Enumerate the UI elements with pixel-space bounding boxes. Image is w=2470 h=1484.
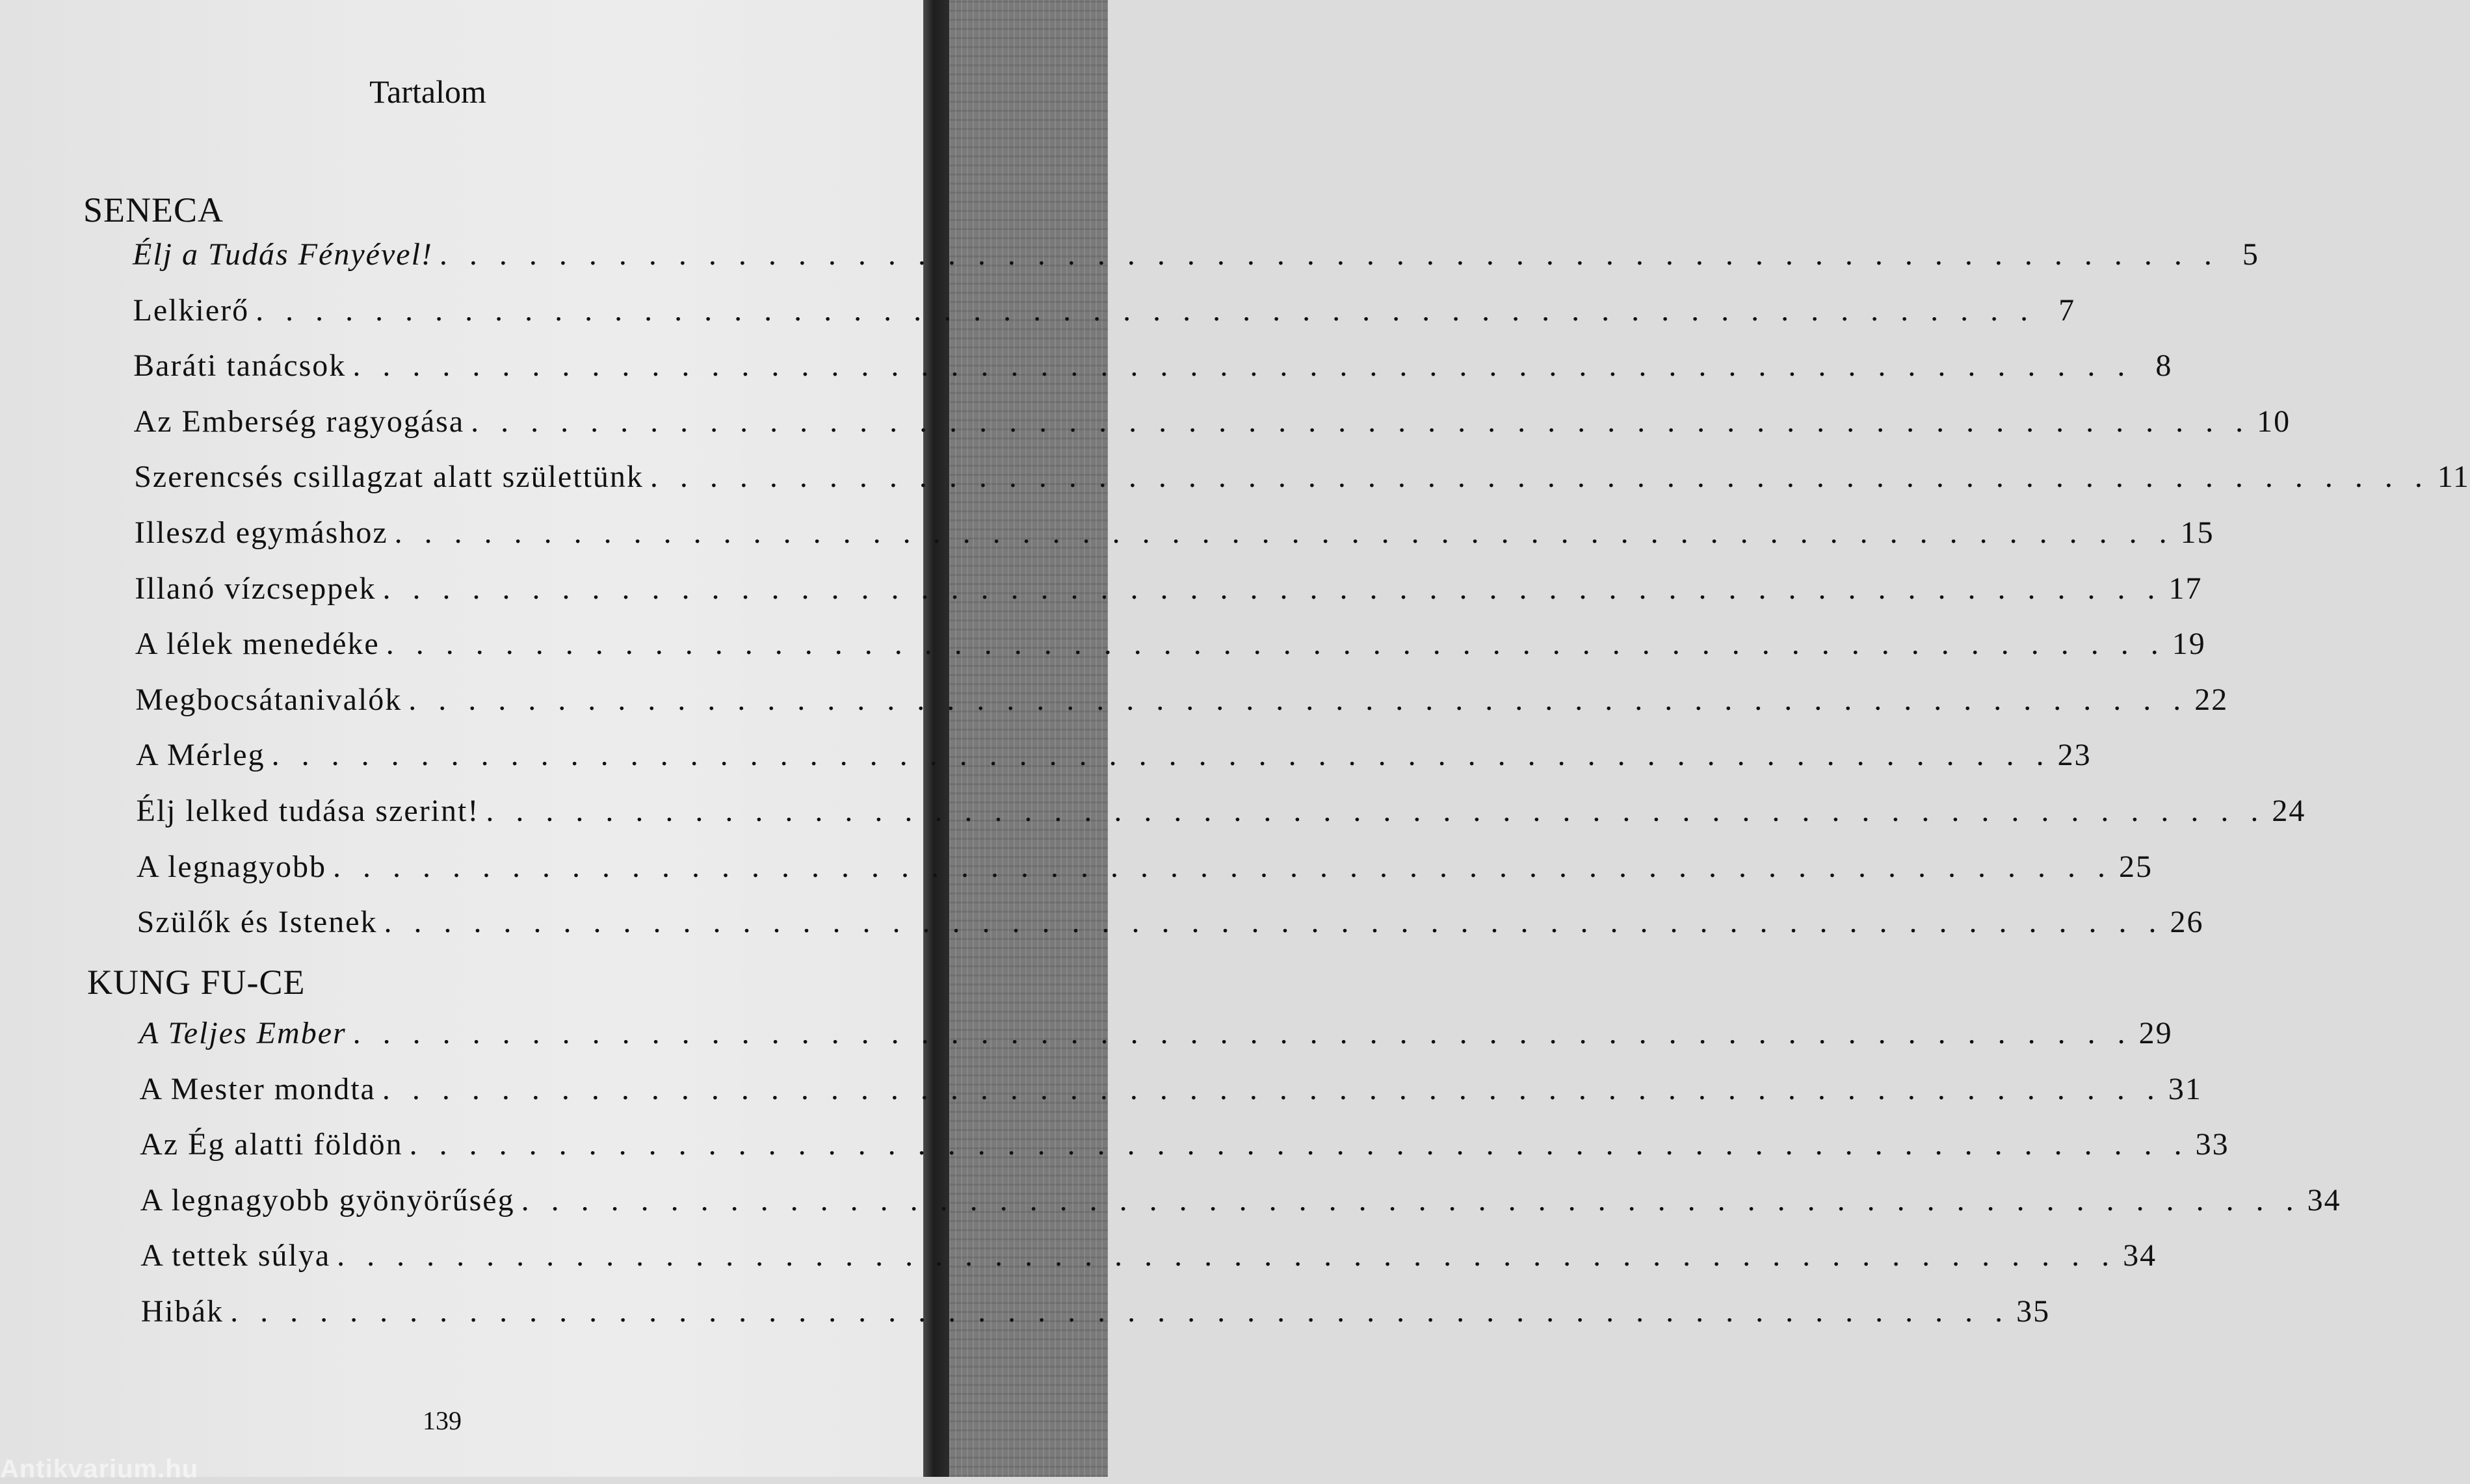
toc-entry-page: 25 <box>2119 849 2153 884</box>
toc-entry-title: Az Ég alatti földön <box>140 1127 403 1162</box>
toc-entry <box>133 237 2259 272</box>
dot-leader: . . . . . . . . . . . . . . . . . . . . . . . . . . . . . . . . . . . . . . . . . . . . . . . . . . . . . . . . . . . . <box>352 1016 2133 1050</box>
toc-entry-title: A legnagyobb gyönyörűség <box>140 1182 515 1217</box>
toc-entry <box>139 1071 2202 1107</box>
toc-entry-title: A tettek súlya <box>140 1238 331 1273</box>
toc-entry-title: A Mérleg <box>135 738 265 773</box>
dot-leader: . . . . . . . . . . . . . . . . . . . . . . . . . . . . . . . . . . . . . . . . . . . . . . . . . . . . . . . . . . . . <box>382 1071 2162 1106</box>
section-heading: SENECA <box>83 190 224 229</box>
toc-entry-page: 29 <box>2138 1016 2173 1050</box>
toc-entry-page: 10 <box>2257 404 2291 439</box>
dot-leader: . . . . . . . . . . . . . . . . . . . . . . . . . . . . . . . . . . . . . . . . . . . . . . . . . . . . . . . . . . . . <box>333 849 2113 884</box>
toc-entry <box>140 1238 2157 1273</box>
dot-leader: . . . . . . . . . . . . . . . . . . . . . . . . . . . . . . . . . . . . . . . . . . . . . . . . . . . . . . . . . . . . <box>256 293 2036 328</box>
toc-entry-title: Illeszd egymáshoz <box>134 515 388 550</box>
toc-entry <box>137 904 2204 940</box>
toc-entry-page: 26 <box>2170 905 2204 940</box>
dot-leader: . . . . . . . . . . . . . . . . . . . . . . . . . . . . . . . . . . . . . . . . . . . . . . . . . . . . . . . . . . . . <box>337 1238 2117 1273</box>
toc-entry <box>136 793 2306 829</box>
toc-entry-page: 22 <box>2194 682 2229 717</box>
dot-leader: . . . . . . . . . . . . . . . . . . . . . . . . . . . . . . . . . . . . . . . . . . . . . . . . . . . . . . . . . . . . <box>394 515 2174 550</box>
dot-leader: . . . . . . . . . . . . . . . . . . . . . . . . . . . . . . . . . . . . . . . . . . . . . . . . . . . . . . . . . . . . <box>650 460 2430 495</box>
section-heading: KUNG FU-CE <box>87 963 306 1002</box>
toc-entry <box>140 1126 2229 1162</box>
toc-entry-page: 17 <box>2168 571 2203 606</box>
toc-entry-title: Szülők és Istenek <box>137 905 378 940</box>
toc-entry <box>135 737 2092 773</box>
dot-leader: . . . . . . . . . . . . . . . . . . . . . . . . . . . . . . . . . . . . . . . . . . . . . . . . . . . . . . . . . . . . <box>471 404 2251 439</box>
toc-entry-title: Szerencsés csillagzat alatt születtünk <box>134 460 644 495</box>
toc-entry-title: Élj lelked tudása szerint! <box>136 794 480 828</box>
toc-entry <box>133 348 2173 384</box>
toc-entry-page: 15 <box>2180 515 2214 550</box>
toc-entry-page: 34 <box>2307 1182 2341 1217</box>
toc-entry-title: Az Emberség ragyogása <box>133 404 465 439</box>
dot-leader: . . . . . . . . . . . . . . . . . . . . . . . . . . . . . . . . . . . . . . . . . . . . . . . . . . . . . . . . . . . . <box>382 571 2162 606</box>
toc-entry-title: A lélek menedéke <box>135 627 380 662</box>
toc-entry-title: A legnagyobb <box>137 849 327 884</box>
toc-entry <box>134 459 2470 495</box>
watermark: Antikvarium.hu <box>0 1455 199 1483</box>
toc-entry-page: 23 <box>2057 738 2092 773</box>
page-number: 139 <box>423 1406 462 1435</box>
toc-entry <box>133 404 2291 439</box>
toc-entry <box>135 626 2206 662</box>
toc-entry-page: 33 <box>2195 1127 2229 1162</box>
toc-entry <box>139 1015 2173 1051</box>
dot-leader: . . . . . . . . . . . . . . . . . . . . . . . . . . . . . . . . . . . . . . . . . . . . . . . . . . . . . . . . . . . . <box>352 348 2133 384</box>
toc-entry-title: Lelkierő <box>133 293 250 328</box>
toc-entry-title: Megbocsátanivalók <box>135 682 402 717</box>
toc-entry-page: 35 <box>2016 1294 2051 1329</box>
dot-leader: . . . . . . . . . . . . . . . . . . . . . . . . . . . . . . . . . . . . . . . . . . . . . . . . . . . . . . . . . . . . <box>271 738 2051 773</box>
toc-entry-page: 34 <box>2123 1238 2157 1273</box>
toc-entry-title: A Teljes Ember <box>139 1016 347 1050</box>
toc-entry <box>140 1294 2051 1329</box>
dot-leader: . . . . . . . . . . . . . . . . . . . . . . . . . . . . . . . . . . . . . . . . . . . . . . . . . . . . . . . . . . . . <box>521 1182 2301 1217</box>
dot-leader: . . . . . . . . . . . . . . . . . . . . . . . . . . . . . . . . . . . . . . . . . . . . . . . . . . . . . . . . . . . . <box>230 1294 2010 1329</box>
toc-entry-page: 8 <box>2155 348 2173 384</box>
toc-entry <box>135 682 2229 718</box>
toc-entry <box>140 1182 2341 1218</box>
toc-entry <box>134 515 2214 551</box>
toc-entry-page: 24 <box>2272 794 2306 828</box>
toc-entry-title: A Mester mondta <box>139 1071 376 1106</box>
toc-entry <box>135 571 2203 606</box>
page-title: Tartalom <box>369 73 486 110</box>
toc-entry-title: Illanó vízcseppek <box>135 571 376 606</box>
toc-entry-page: 5 <box>2242 237 2259 272</box>
toc-entry <box>133 293 2076 328</box>
dot-leader: . . . . . . . . . . . . . . . . . . . . . . . . . . . . . . . . . . . . . . . . . . . . . . . . . . . . . . . . . . . . <box>408 682 2188 717</box>
toc-entry-title: Baráti tanácsok <box>133 348 347 384</box>
dot-leader: . . . . . . . . . . . . . . . . . . . . . . . . . . . . . . . . . . . . . . . . . . . . . . . . . . . . . . . . . . . . <box>486 794 2266 828</box>
dot-leader: . . . . . . . . . . . . . . . . . . . . . . . . . . . . . . . . . . . . . . . . . . . . . . . . . . . . . . . . . . . . <box>409 1127 2189 1162</box>
toc-entry <box>137 849 2153 885</box>
toc-entry-page: 31 <box>2168 1071 2202 1106</box>
dot-leader: . . . . . . . . . . . . . . . . . . . . . . . . . . . . . . . . . . . . . . . . . . . . . . . . . . . . . . . . . . . . <box>386 627 2166 662</box>
toc-entry-title: Hibák <box>140 1294 224 1329</box>
dot-leader: . . . . . . . . . . . . . . . . . . . . . . . . . . . . . . . . . . . . . . . . . . . . . . . . . . . . . . . . . . . . <box>439 237 2219 272</box>
toc-entry-page: 11 <box>2437 460 2470 495</box>
toc-entry-page: 19 <box>2172 627 2206 662</box>
dot-leader: . . . . . . . . . . . . . . . . . . . . . . . . . . . . . . . . . . . . . . . . . . . . . . . . . . . . . . . . . . . . <box>384 905 2164 940</box>
toc-entry-page: 7 <box>2058 293 2076 328</box>
toc-entry-title: Élj a Tudás Fényével! <box>133 237 433 272</box>
